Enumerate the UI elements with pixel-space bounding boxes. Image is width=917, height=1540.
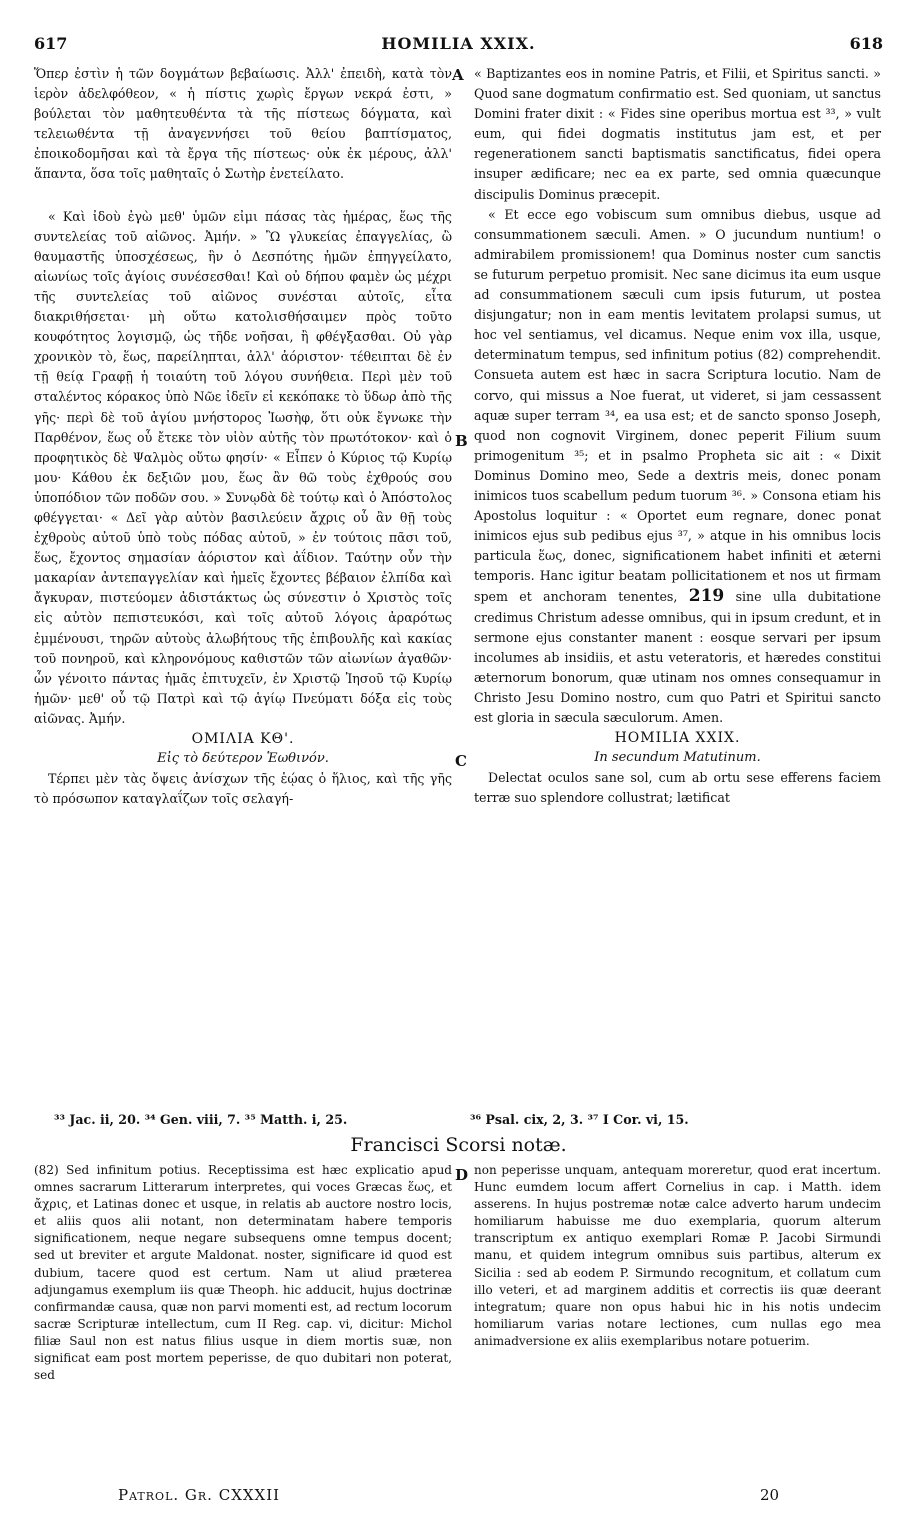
greek-column [34, 64, 452, 809]
greek-homily-subtitle: Εἰς τὸ δεύτερον Ἑωθινόν. [157, 751, 329, 767]
footnotes-right: ³⁶ Psal. cix, 2, 3. ³⁷ I Cor. vi, 15. [470, 1112, 689, 1127]
notes-column-right [474, 1162, 881, 1350]
latin-paragraph: « Baptizantes eos in nomine Patris, et Filii, et Spiritus sancti. » Quod sane dogmatum confirmatio est. Sed quoniam, ut sanctus Domini frater dixit : « Fides sine operibus mortua est ³³, » vult eum, qui fidei dogmatis institutus jam est, et per regenerationem sancti baptismatis sanctificatus, fidei opera insuper ædificare; nec ea ex parte, sed omnia quæcunque discipulis Dominus præcepit. [474, 66, 881, 202]
notes-heading: Francisci Scorsi notæ. [350, 1134, 567, 1156]
column-number: 219 [688, 586, 725, 607]
page-number-right: 618 [849, 34, 883, 53]
footnotes-left: ³³ Jac. ii, 20. ³⁴ Gen. viii, 7. ³⁵ Matth. i, 25. [54, 1112, 348, 1127]
margin-mark-a: A [452, 66, 464, 84]
note-text: non peperisse unquam, antequam moreretur, quod erat incertum. Hunc eumdem locum affert Cornelius in cap. i Matth. idem asserens. In hujus postremæ notæ calce adverto harum undecim homiliarum habuisse me duo exemplaria, quorum alterum transcriptum ex antiquo exemplari Romæ P. Jacobi Sirmundi manu, et quidem integrum omnibus suis partibus, alterum ex Sicilia : sed ab eodem P. Sirmundo recognitum, et collatum cum illo veteri, et ad marginem additis et correctis iis quæ deerant integratum; quare non opus habui hic in his notis undecim homiliarum varias notare lectiones, cum nullas ego mea animadversione ex aliis exemplaribus notare potuerim. [474, 1163, 881, 1348]
greek-homily-title: ΟΜΙΛΙΑ ΚΘ'. [191, 731, 295, 747]
margin-mark-c: C [455, 752, 467, 770]
latin-column [474, 64, 881, 808]
notes-column-left [34, 1162, 452, 1384]
greek-paragraph: Ὅπερ ἐστὶν ἡ τῶν δογμάτων βεβαίωσις. Ἀλλ' ἐπειδὴ, κατὰ τὸν ἱερὸν ἀδελφόθεον, « ἡ πίστις χωρὶς ἔργων νεκρά ἐστι, » βούλεται τὸν μαθητευθέντα τὰ τῆς πίστεως δόγματα, καὶ τελειωθέντα τῇ ἀναγεννήσει τοῦ θείου βαπτίσματος, ἐποικοδομῆσαι καὶ τὰ ἔργα τῆς πίστεως· οὐκ ἐκ μέρους, ἀλλ' ἅπαντα, ὅσα τοῖς μαθηταῖς ὁ Σωτὴρ ἐνετείλατο. [34, 66, 452, 182]
greek-paragraph: Τέρπει μὲν τὰς ὄψεις ἀνίσχων τῆς ἑῴας ὁ ἥλιος, καὶ τῆς γῆς τὸ πρόσωπον καταγλαΐζων τοῖς σελαγή- [34, 771, 452, 807]
margin-mark-d: D [455, 1166, 469, 1184]
margin-mark-b: B [455, 432, 468, 450]
footer-signature: 20 [760, 1486, 780, 1504]
page-number-left: 617 [34, 34, 68, 53]
latin-paragraph-part: « Et ecce ego vobiscum sum omnibus diebus, usque ad consummationem sæculi. Amen. » O jucundum nuntium! o admirabilem promissionem! qua Dominus noster cum sanctis se futurum perpetuo promisit. Nec sane dicimus ita eum usque ad consummationem sæculi cum ipsis futurum, ut postea disjungatur; non in eam mentis levitatem prolapsi sumus, ut hoc vel sentiamus, vel dicamus. Neque enim vox illa, usque, determinatum tempus, sed infinitum potius (82) comprehendit. Consueta autem est hæc in sacra Scriptura locutio. Nam de corvo, qui missus a Noe fuerat, ut videret, si jam cessassent aquæ super terram ³⁴, ea usa est; et de sancto sponso Joseph, quod non cognovit Virginem, donec peperit Filium suum primogenitum ³⁵; et in psalmo Propheta sic ait : « Dixit Dominus Domino meo, Sede a dextris meis, donec ponam inimicos tuos scabellum pedum tuorum ³⁶. » Consona etiam his Apostolus loquitur : « Oportet eum regnare, donec ponat inimicos ejus sub pedibus ejus ³⁷, » atque in his omnibus locis particula ἕως, donec, significationem habet infiniti et æterni temporis. Hanc igitur beatam pollicitationem et nos ut firmam spem et anchoram tenentes, [474, 206, 881, 605]
latin-homily-title: HOMILIA XXIX. [614, 730, 741, 747]
footer-series: Patrol. Gr. CXXXII [118, 1486, 281, 1504]
greek-paragraph: « Καὶ ἰδοὺ ἐγὼ μεθ' ὑμῶν εἰμι πάσας τὰς ἡμέρας, ἕως τῆς συντελείας τοῦ αἰῶνος. Ἀμήν. » Ὢ γλυκείας ἐπαγγελίας, ὢ θαυμαστῆς ὑποσχέσεως, ἣν ὁ Δεσπότης ἡμῶν ἐπηγγείλατο, αἰωνίως τοῖς ἁγίοις συνέσεσθαι! Καὶ οὐ δήπου φαμὲν ὡς μέχρι τῆς συντελείας τοῦ αἰῶνος συνέσται αὐτοῖς, εἶτα διακριθήσεται· μὴ οὕτω κατολισθήσαιμεν πρὸς τοῦτο κουφότητος λογισμῷ, ὡς τῆδε νοῆσαι, ἢ φθέγξασθαι. Οὐ γὰρ χρονικὸν τὸ, ἕως, παρείληπται, ἀλλ' ἀόριστον· τέθειπται δὲ ἐν τῇ θείᾳ Γραφῇ ἡ τοιαύτη τοῦ λόγου συνήθεια. Περὶ μὲν τοῦ σταλέντος κόρακος ὑπὸ Νῶε ἰδεῖν εἰ κεκόπακε τὸ ὕδωρ ἀπὸ τῆς γῆς· περὶ δὲ τοῦ ἁγίου μνήστορος Ἰωσὴφ, ὅτι οὐκ ἔγνωκε τὴν Παρθένον, ἕως οὗ ἔτεκε τὸν υἱὸν αὐτῆς τὸν πρωτότοκον· καὶ ὁ προφητικὸς δὲ Ψαλμὸς οὕτω φησίν· « Εἶπεν ὁ Κύριος τῷ Κυρίῳ μου· Κάθου ἐκ δεξιῶν μου, ἕως ἂν θῶ τοὺς ἐχθρούς σου ὑποπόδιον τῶν ποδῶν σου. » Συνῳδὰ δὲ τούτῳ καὶ ὁ Ἀπόστολος φθέγγεται· « Δεῖ γὰρ αὐτὸν βασιλεύειν ἄχρις οὗ ἂν θῇ τοὺς ἐχθροὺς αὐτοῦ ὑπὸ τοὺς πόδας αὐτοῦ, » ἐν τούτοις πᾶσι τοῦ, ἕως, ἔχοντος σημασίαν ἀόριστον καὶ ἀΐδιον. Ταύτην οὖν τὴν μακαρίαν ἀντεπαγγελίαν καὶ ἡμεῖς ἔχοντες βέβαιον ἐλπίδα καὶ ἄγκυραν, πιστεύομεν ἀδιστάκτως ὡς σύνεστιν ὁ Χριστὸς τοῖς εἰς αὐτὸν πεπιστευκόσι, καὶ τοῖς αὐτοῦ λόγοις ἀραρότως ἐμμένουσι, τηρῶν αὐτοὺς ἀλωβήτους τῆς ἐπιβουλῆς καὶ κακίας τοῦ πονηροῦ, καὶ κληρονόμους καθιστῶν τῶν αἰωνίων ἀγαθῶν· ὧν γένοιτο πάντας ἡμᾶς ἐπιτυχεῖν, ἐν Χριστῷ Ἰησοῦ τῷ Κυρίῳ ἡμῶν· μεθ' οὗ τῷ Πατρὶ καὶ τῷ ἁγίῳ Πνεύματι δόξα εἰς τοὺς αἰῶνας. Ἀμήν. [34, 208, 452, 726]
running-header [34, 34, 883, 58]
latin-paragraph: Delectat oculos sane sol, cum ab ortu sese efferens faciem terræ suo splendore collustrat; lætificat [474, 770, 881, 806]
latin-paragraph [474, 205, 881, 728]
note-text: (82) Sed infinitum potius. Receptissima est hæc explicatio apud omnes sacrarum Litterarum interpretes, qui voces Græcas ἕως, et ἄχρις, et Latinas donec et usque, in relatis ab auctore nostro locis, et aliis quos alii notant, non determinatam habere temporis significationem, neque negare subsequens omne tempus docent; sed ut breviter et argute Maldonat. noster, significare id quod est dubium, tacere quod est certum. Nam ut aliud præterea adjungamus exemplum iis quæ Theoph. hic adducit, hujus doctrinæ confirmandæ causa, quæ non parvi momenti est, ad rectum locorum sacræ Scripturæ intellectum, cum II Reg. cap. vi, dicitur: Michol filiæ Saul non est natus filius usque in diem mortis suæ, non significat eam post mortem peperisse, de quo dubitari non poterat, sed [34, 1163, 452, 1383]
running-title: HOMILIA XXIX. [381, 34, 536, 53]
latin-homily-subtitle: In secundum Matutinum. [594, 750, 761, 766]
latin-paragraph-part: sine ulla dubitatione credimus Christum adesse omnibus, qui in ipsum credunt, et in sermone ejus constanter manent : eosque servari per ipsum incolumes ab insidiis, et astu veteratoris, et hæredes constitui æternorum bonorum, quæ utinam nos omnes consequamur in Christo Jesu Domino nostro, cum quo Patri et Spiritui sancto est gloria in sæcula sæculorum. Amen. [474, 589, 881, 725]
